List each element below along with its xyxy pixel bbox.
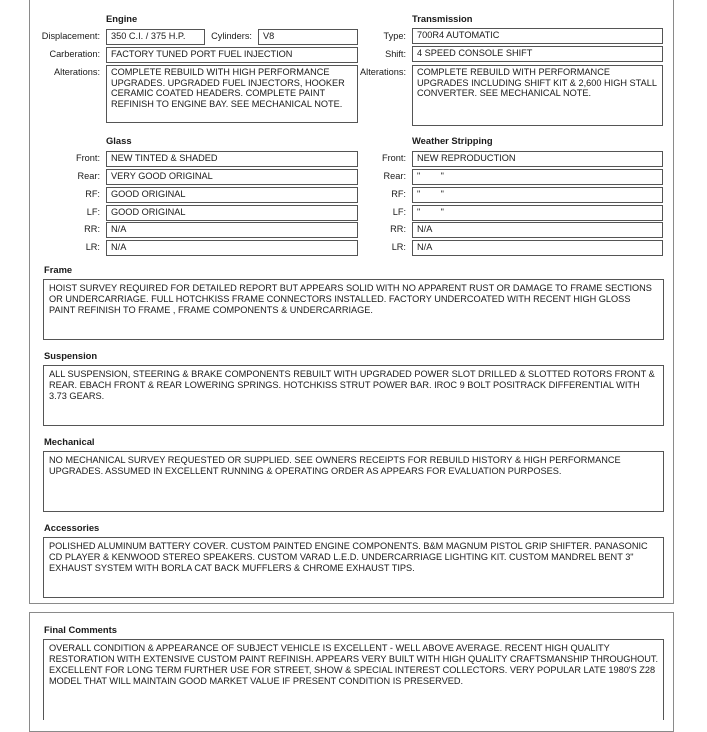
mechanical-notes-box[interactable]: NO MECHANICAL SURVEY REQUESTED OR SUPPLIED. SEE OWNERS RECEIPTS FOR REBUILD HISTORY & HIGH PERFORMANCE UPGRADES. ASSUMED IN EXCELLENT RUNNING & OPERATING ORDER AS APPEARS FOR EVALUATION PURPOSES. (43, 451, 664, 512)
weather-lr-field[interactable]: N/A (412, 240, 663, 256)
glass-header: Glass (106, 135, 132, 146)
cylinders-label: Cylinders: (211, 31, 252, 41)
glass-rr-field[interactable]: N/A (106, 222, 358, 238)
trans-shift-label: Shift: (385, 49, 406, 59)
glass-rr-label: RR: (84, 224, 100, 234)
carberation-label: Carberation: (49, 49, 100, 59)
final-comments-title: Final Comments (44, 624, 117, 635)
trans-alterations-label: Alterations: (360, 67, 406, 77)
mechanical-section-title: Mechanical (44, 436, 95, 447)
weather-rf-label: RF: (391, 189, 406, 199)
weather-lr-label: LR: (391, 242, 406, 252)
weather-stripping-header: Weather Stripping (412, 135, 493, 146)
glass-lf-label: LF: (86, 207, 100, 217)
glass-rear-field[interactable]: VERY GOOD ORIGINAL (106, 169, 358, 185)
displacement-field[interactable]: 350 C.I. / 375 H.P. (106, 29, 205, 45)
frame-notes-box[interactable]: HOIST SURVEY REQUIRED FOR DETAILED REPORT BUT APPEARS SOLID WITH NO APPARENT RUST OR DAMAGE TO FRAME SECTIONS OR UNDERCARRIAGE. FULL HOTCHKISS FRAME CONNECTORS INSTALLED. FACTORY UNDERCOATED WITH RECENT HIGH GLOSS PAINT REFINISH TO FRAME , FRAME COMPONENTS & UNDERCARRIAGE. (43, 279, 664, 340)
glass-front-field[interactable]: NEW TINTED & SHADED (106, 151, 358, 167)
glass-rf-label: RF: (85, 189, 100, 199)
engine-alterations-field[interactable]: COMPLETE REBUILD WITH HIGH PERFORMANCE UPGRADES. UPGRADED FUEL INJECTORS, HOOKER CERAMIC COATED HEADERS. COMPLETE PAINT REFINISH TO ENGINE BAY. SEE MECHANICAL NOTE. (106, 65, 358, 123)
transmission-header: Transmission (412, 13, 473, 24)
weather-front-label: Front: (382, 153, 406, 163)
glass-front-label: Front: (76, 153, 100, 163)
glass-lf-field[interactable]: GOOD ORIGINAL (106, 205, 358, 221)
final-comments-box[interactable]: OVERALL CONDITION & APPEARANCE OF SUBJECT VEHICLE IS EXCELLENT - WELL ABOVE AVERAGE. RECENT HIGH QUALITY RESTORATION WITH EXTENSIVE CUSTOM PAINT REFINISH. APPEARS VERY BUILT WITH HIGH QUALITY CRAFTSMANSHIP THROUGHOUT. EXCELLENT FOR LONG TERM FURTHER USE FOR STREET, SHOW & SPECIAL INTEREST COLLECTORS. VERY POPULAR LATE 1980'S Z28 MODEL THAT WILL MAINTAIN GOOD MARKET VALUE IF PRESENT CONDITION IS PRESERVED. (43, 639, 664, 720)
glass-lr-field[interactable]: N/A (106, 240, 358, 256)
trans-shift-field[interactable]: 4 SPEED CONSOLE SHIFT (412, 46, 663, 62)
glass-lr-label: LR: (85, 242, 100, 252)
suspension-section-title: Suspension (44, 350, 98, 361)
engine-header: Engine (106, 13, 138, 24)
carberation-field[interactable]: FACTORY TUNED PORT FUEL INJECTION (106, 47, 358, 63)
weather-rr-label: RR: (390, 224, 406, 234)
accessories-section-title: Accessories (44, 522, 100, 533)
trans-alterations-field[interactable]: COMPLETE REBUILD WITH PERFORMANCE UPGRADES INCLUDING SHIFT KIT & 2,600 HIGH STALL CONVERTER. SEE MECHANICAL NOTE. (412, 65, 663, 126)
weather-lf-field[interactable]: " " (412, 205, 663, 221)
glass-rf-field[interactable]: GOOD ORIGINAL (106, 187, 358, 203)
weather-rf-field[interactable]: " " (412, 187, 663, 203)
trans-type-field[interactable]: 700R4 AUTOMATIC (412, 28, 663, 44)
accessories-notes-box[interactable]: POLISHED ALUMINUM BATTERY COVER. CUSTOM PAINTED ENGINE COMPONENTS. B&M MAGNUM PISTOL GRIP SHIFTER. PANASONIC CD PLAYER & KENWOOD STEREO SPEAKERS. CUSTOM VARAD L.E.D. UNDERCARRIAGE LIGHTING KIT. CUSTOM MANDREL BENT 3" EXHAUST SYSTEM WITH BORLA CAT BACK MUFFLERS & CHROME EXHAUST TIPS. (43, 537, 664, 598)
suspension-notes-box[interactable]: ALL SUSPENSION, STEERING & BRAKE COMPONENTS REBUILT WITH UPGRADED POWER SLOT DRILLED & SLOTTED ROTORS FRONT & REAR. EBACH FRONT & REAR LOWERING SPRINGS. HOTCHKISS STRUT POWER BAR. IROC 9 BOLT POSITRACK DIFFERENTIAL WITH 3.73 GEARS. (43, 365, 664, 426)
weather-rear-label: Rear: (383, 171, 406, 181)
weather-rr-field[interactable]: N/A (412, 222, 663, 238)
frame-section-title: Frame (44, 264, 73, 275)
weather-lf-label: LF: (392, 207, 406, 217)
displacement-label: Displacement: (41, 31, 100, 41)
cylinders-field[interactable]: V8 (258, 29, 358, 45)
glass-rear-label: Rear: (77, 171, 100, 181)
trans-type-label: Type: (383, 31, 406, 41)
weather-rear-field[interactable]: " " (412, 169, 663, 185)
engine-alterations-label: Alterations: (54, 67, 100, 77)
weather-front-field[interactable]: NEW REPRODUCTION (412, 151, 663, 167)
